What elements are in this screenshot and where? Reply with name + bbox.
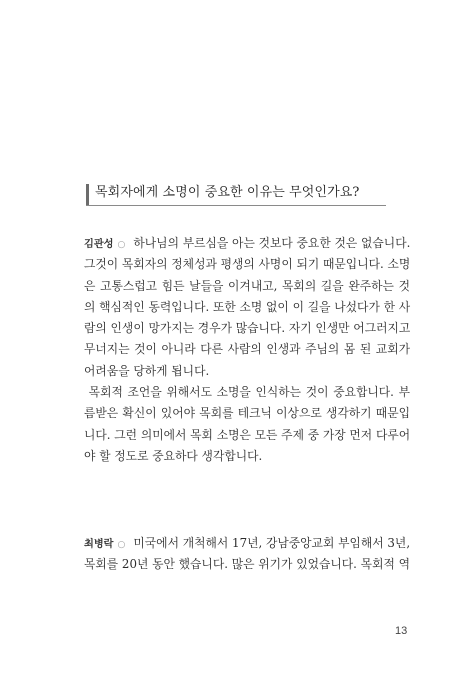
speaker-separator: ○: [117, 240, 126, 250]
question-underline: [86, 205, 386, 206]
answer-line: 야 할 정도로 중요하다 생각합니다.: [84, 448, 263, 463]
question-heading-box: [86, 180, 386, 208]
answer-line: 김관성 ○ 하나님의 부르심을 아는 것보다 중요한 것은 없습니다.: [84, 236, 411, 250]
answer-line: 그것이 목회자의 정체성과 평생의 사명이 되기 때문입니다. 소명: [84, 257, 411, 272]
question-title: 목회자에게 소명이 중요한 이유는 무엇인가요?: [95, 185, 360, 200]
answer-line: 어려움을 당하게 됩니다.: [84, 363, 210, 378]
answer-line: 의 핵심적인 동력입니다. 또한 소명 없이 이 길을 나섰다가 한 사: [84, 299, 411, 314]
answer-kim: [84, 233, 410, 467]
answer-line: 은 고통스럽고 힘든 날들을 이겨내고, 목회의 길을 완주하는 것: [84, 278, 410, 293]
speaker-name: 김관성: [84, 239, 114, 250]
speaker-separator: ○: [117, 540, 126, 550]
answer-choi: [84, 533, 410, 576]
answer-line: 목회를 20년 동안 했습니다. 많은 위기가 있었습니다. 목회적 역: [84, 557, 411, 572]
answer-line: 름받은 확신이 있어야 목회를 테크닉 이상으로 생각하기 때문입: [84, 406, 410, 421]
page-number: 13: [395, 625, 408, 637]
answer-line: 최병락 ○ 미국에서 개척해서 17년, 강남중앙교회 부임해서 3년,: [84, 536, 411, 550]
question-accent-bar: [86, 184, 89, 206]
answer-line: 람의 인생이 망가지는 경우가 많습니다. 자기 인생만 어그러지고: [84, 321, 411, 336]
answer-line: 목회적 조언을 위해서도 소명을 인식하는 것이 중요합니다. 부: [84, 385, 410, 400]
answer-line: 무너지는 것이 아니라 다른 사람의 인생과 주님의 몸 된 교회가: [84, 342, 410, 357]
speaker-name: 최병락: [84, 539, 114, 550]
answer-line: 니다. 그런 의미에서 목회 소명은 모든 주제 중 가장 먼저 다루어: [84, 427, 411, 442]
